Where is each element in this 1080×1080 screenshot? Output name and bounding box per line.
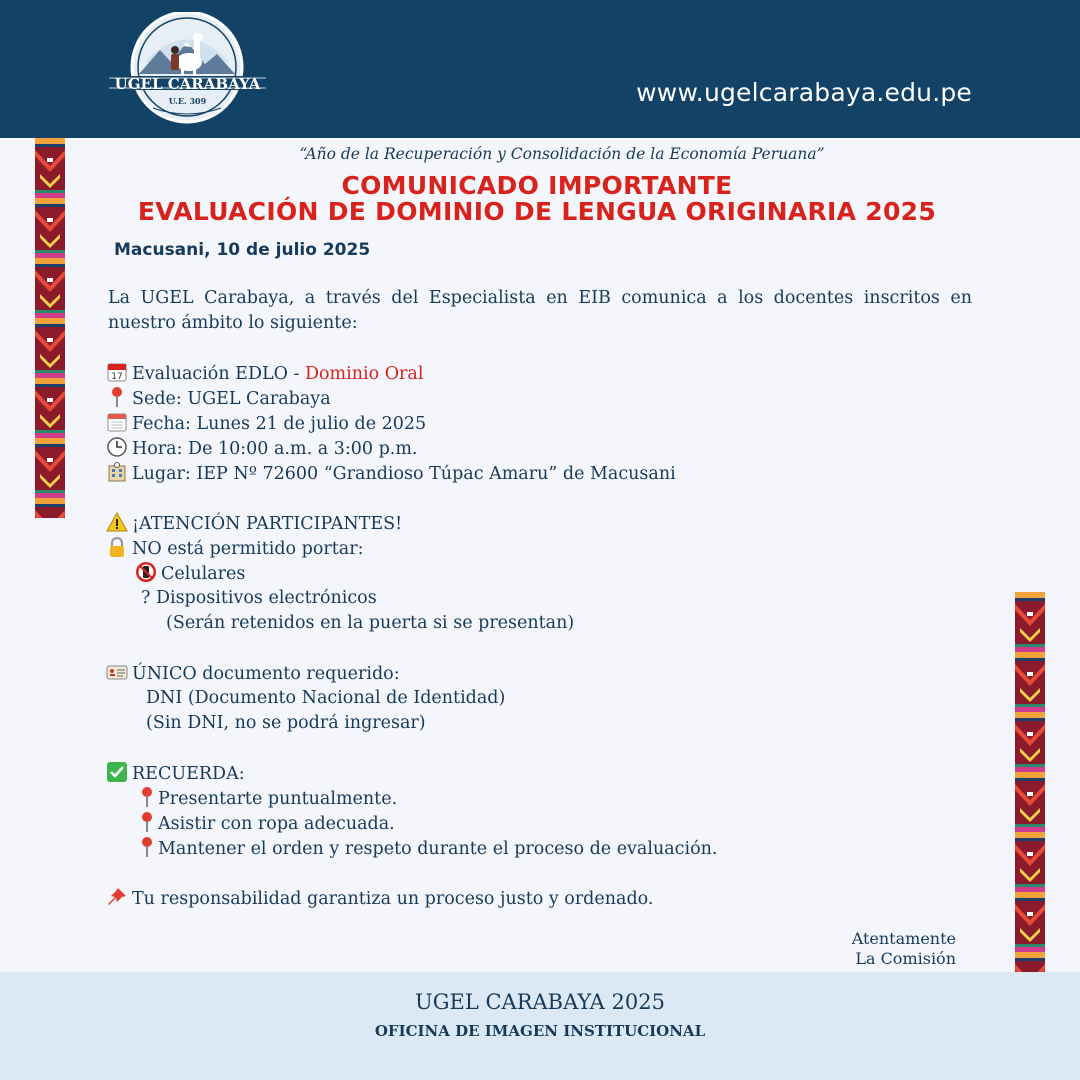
- lugar-line: [106, 461, 676, 486]
- retained-note: (Serán retenidos en la puerta si se presentan): [166, 613, 575, 633]
- pin-icon: [138, 786, 156, 808]
- remember-item: [138, 836, 717, 861]
- no-mobile-icon: [135, 561, 157, 583]
- fecha-line: [106, 411, 426, 436]
- id-card-icon: [106, 661, 128, 683]
- closing-note: Tu responsabilidad garantiza un proceso justo y ordenado.: [132, 889, 654, 909]
- evaluation-label: Evaluación EDLO -: [132, 364, 305, 384]
- attention-heading: ¡ATENCIÓN PARTICIPANTES!: [132, 514, 403, 534]
- calendar-icon: [106, 361, 128, 383]
- warning-icon: [106, 511, 128, 533]
- sede-line: [106, 386, 331, 411]
- remember-item: [138, 811, 395, 836]
- spiral-calendar-icon: [106, 411, 128, 433]
- pin-icon: [138, 811, 156, 833]
- ugel-logo: [105, 12, 270, 130]
- devices-text: ? Dispositivos electrónicos: [141, 588, 377, 608]
- remember-item-text: Asistir con ropa adecuada.: [158, 814, 395, 834]
- hora-text: Hora: De 10:00 a.m. a 3:00 p.m.: [132, 439, 418, 459]
- evaluation-highlight: Dominio Oral: [304, 364, 424, 384]
- remember-item: [138, 786, 397, 811]
- check-icon: [106, 761, 128, 783]
- logo-subtext: U.E. 309: [168, 96, 207, 106]
- dni-note: (Sin DNI, no se podrá ingresar): [146, 713, 426, 733]
- attention-heading-line: [106, 511, 402, 536]
- date-line: Macusani, 10 de julio 2025: [114, 240, 371, 260]
- evaluation-line: [106, 361, 423, 386]
- pushpin-icon: [106, 886, 128, 908]
- logo-text: UGEL CARABAYA: [114, 75, 261, 93]
- signature-line-2: La Comisión: [855, 949, 956, 968]
- clock-icon: [106, 436, 128, 458]
- phones-text: Celulares: [161, 564, 246, 584]
- year-motto: “Año de la Recuperación y Consolidación de la Economía Peruana”: [299, 145, 825, 163]
- document-heading: ÚNICO documento requerido:: [132, 664, 400, 684]
- remember-item-text: Mantener el orden y respeto durante el proceso de evaluación.: [158, 839, 718, 859]
- title-line-2: EVALUACIÓN DE DOMINIO DE LENGUA ORIGINARIA 2025: [137, 197, 937, 226]
- dni-line: [146, 686, 505, 710]
- remember-heading: RECUERDA:: [132, 764, 245, 784]
- lock-icon: [106, 536, 128, 558]
- remember-heading-line: [106, 761, 245, 786]
- hora-line: [106, 436, 418, 461]
- retained-note-line: [166, 611, 574, 635]
- pin-icon: [106, 386, 128, 408]
- lugar-text: Lugar: IEP Nº 72600 “Grandioso Túpac Amaru” de Macusani: [132, 464, 676, 484]
- signature-line-1: Atentamente: [851, 929, 956, 948]
- devices-line: [141, 586, 377, 610]
- not-allowed-line: [106, 536, 363, 561]
- title-line-1: COMUNICADO IMPORTANTE: [341, 171, 733, 200]
- pin-icon: [138, 836, 156, 858]
- not-allowed-text: NO está permitido portar:: [132, 539, 364, 559]
- site-url[interactable]: www.ugelcarabaya.edu.pe: [636, 78, 972, 107]
- intro-paragraph: La UGEL Carabaya, a través del Especialista en EIB comunica a los docentes inscritos en nuestro ámbito lo siguiente:: [108, 288, 972, 333]
- textile-band-right: [1015, 592, 1045, 972]
- svg-text:17: 17: [111, 372, 123, 382]
- dni-note-line: [146, 711, 426, 735]
- building-icon: [106, 461, 128, 483]
- remember-item-text: Presentarte puntualmente.: [158, 789, 398, 809]
- footer-title: UGEL CARABAYA 2025: [415, 990, 665, 1014]
- fecha-text: Fecha: Lunes 21 de julio de 2025: [132, 414, 427, 434]
- phones-line: [135, 561, 245, 586]
- dni-text: DNI (Documento Nacional de Identidad): [146, 688, 506, 708]
- footer-subtitle: OFICINA DE IMAGEN INSTITUCIONAL: [374, 1022, 706, 1040]
- closing-note-line: [106, 886, 653, 911]
- document-heading-line: [106, 661, 400, 686]
- sede-text: Sede: UGEL Carabaya: [132, 389, 331, 409]
